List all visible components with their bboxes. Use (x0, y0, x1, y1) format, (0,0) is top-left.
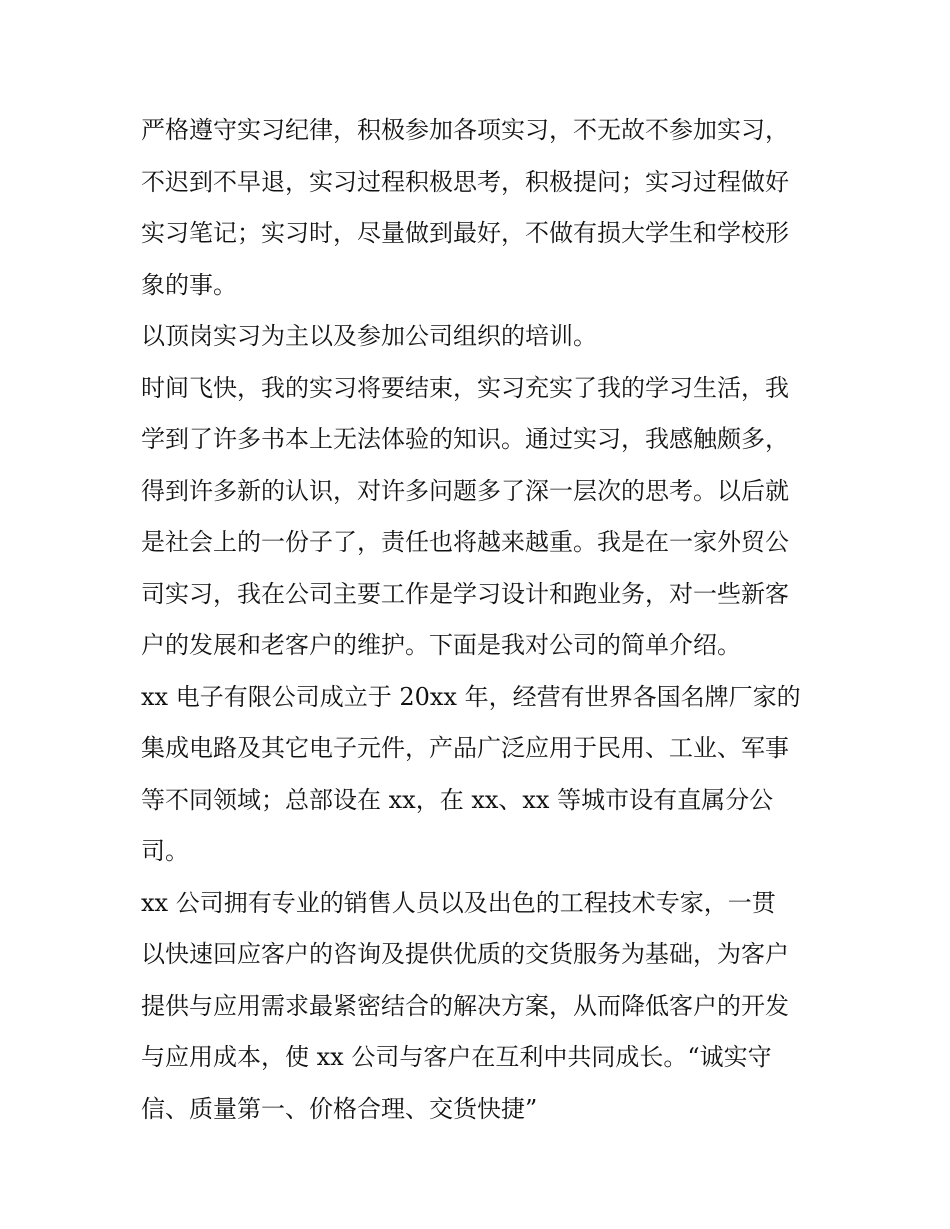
text-line: 司。 (141, 837, 189, 865)
text-line: 不迟到不早退，实习过程积极思考，积极提问；实习过程做好 (141, 167, 789, 196)
text-line: 提供与应用需求最紧密结合的解决方案，从而降低客户的开发 (141, 991, 789, 1020)
text-line: 信、质量第一、价格合理、交货快捷” (141, 1094, 538, 1123)
body-text (141, 105, 821, 1135)
text-line: 得到许多新的认识，对许多问题多了深一层次的思考。以后就 (141, 476, 789, 505)
text-line: 实习笔记；实习时，尽量做到最好，不做有损大学生和学校形 (141, 219, 789, 247)
text-line: 集成电路及其它电子元件，产品广泛应用于民用、工业、军事 (141, 734, 789, 762)
text-line: 以顶岗实习为主以及参加公司组织的培训。 (141, 322, 597, 350)
text-line: 等不同领域；总部设在 xx，在 xx、xx 等城市设有直属分公 (141, 785, 774, 814)
text-line: 司实习，我在公司主要工作是学习设计和跑业务，对一些新客 (141, 579, 789, 608)
text-line: 时间飞快，我的实习将要结束，实习充实了我的学习生活，我 (141, 373, 789, 402)
text-line: 学到了许多书本上无法体验的知识。通过实习，我感触颇多， (141, 425, 789, 453)
text-line: 象的事。 (141, 270, 237, 299)
text-line: 与应用成本，使 xx 公司与客户在互利中共同成长。“诚实守 (141, 1043, 772, 1071)
text-line: xx 电子有限公司成立于 20xx 年，经营有世界各国名牌厂家的 (141, 682, 801, 711)
text-line: xx 公司拥有专业的销售人员以及出色的工程技术专家，一贯 (141, 888, 776, 917)
text-line: 户的发展和老客户的维护。下面是我对公司的简单介绍。 (141, 631, 741, 659)
text-line: 是社会上的一份子了，责任也将越来越重。我是在一家外贸公 (141, 528, 789, 556)
text-line: 以快速回应客户的咨询及提供优质的交货服务为基础，为客户 (141, 940, 789, 968)
text-line: 严格遵守实习纪律，积极参加各项实习，不无故不参加实习， (141, 116, 789, 144)
